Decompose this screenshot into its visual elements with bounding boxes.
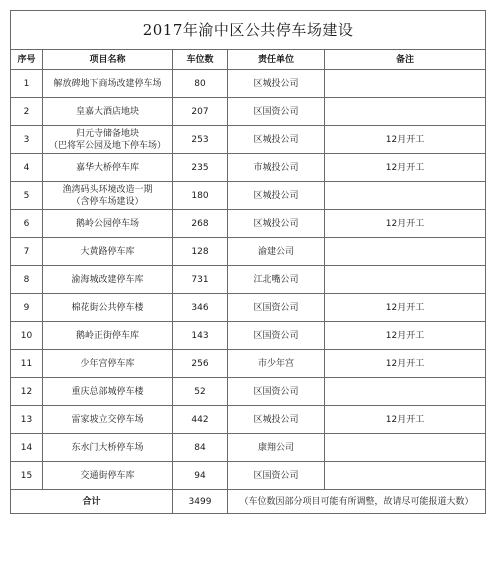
remark-cell: 12月开工 bbox=[325, 406, 486, 434]
remark-cell: 12月开工 bbox=[325, 210, 486, 238]
parking-spaces-cell: 731 bbox=[173, 266, 228, 294]
row-no-cell: 14 bbox=[11, 434, 43, 462]
remark-cell: 12月开工 bbox=[325, 294, 486, 322]
remark-cell: 12月开工 bbox=[325, 350, 486, 378]
column-header-no: 序号 bbox=[11, 50, 43, 70]
remark-cell bbox=[325, 238, 486, 266]
remark-cell bbox=[325, 378, 486, 406]
parking-spaces-cell: 235 bbox=[173, 154, 228, 182]
project-name-cell: 重庆总部城停车楼 bbox=[43, 378, 173, 406]
responsible-unit-cell: 区城投公司 bbox=[228, 126, 325, 154]
parking-spaces-cell: 180 bbox=[173, 182, 228, 210]
responsible-unit-cell: 市城投公司 bbox=[228, 154, 325, 182]
parking-spaces-cell: 84 bbox=[173, 434, 228, 462]
table-row bbox=[11, 294, 486, 322]
responsible-unit-cell: 市少年宫 bbox=[228, 350, 325, 378]
total-note: （车位数因部分项目可能有所调整，故请尽可能报道大数） bbox=[228, 490, 486, 514]
project-name-cell: 渔湾码头环境改造一期 （含停车场建设） bbox=[43, 182, 173, 210]
responsible-unit-cell: 区城投公司 bbox=[228, 210, 325, 238]
table-row bbox=[11, 266, 486, 294]
remark-cell: 12月开工 bbox=[325, 126, 486, 154]
row-no-cell: 13 bbox=[11, 406, 43, 434]
parking-spaces-cell: 128 bbox=[173, 238, 228, 266]
project-name-cell: 归元寺储备地块 （巴将军公园及地下停车场） bbox=[43, 126, 173, 154]
table-row bbox=[11, 182, 486, 210]
project-name-cell: 皇嘉大酒店地块 bbox=[43, 98, 173, 126]
table-row bbox=[11, 406, 486, 434]
remark-cell bbox=[325, 70, 486, 98]
project-name-cell: 少年宫停车库 bbox=[43, 350, 173, 378]
project-name-cell: 渝海城改建停车库 bbox=[43, 266, 173, 294]
responsible-unit-cell: 康翔公司 bbox=[228, 434, 325, 462]
project-name-cell: 鹅岭正街停车库 bbox=[43, 322, 173, 350]
row-no-cell: 6 bbox=[11, 210, 43, 238]
project-name-cell: 解放碑地下商场改建停车场 bbox=[43, 70, 173, 98]
responsible-unit-cell: 区国资公司 bbox=[228, 322, 325, 350]
project-name-cell: 东水门大桥停车场 bbox=[43, 434, 173, 462]
row-no-cell: 9 bbox=[11, 294, 43, 322]
parking-spaces-cell: 52 bbox=[173, 378, 228, 406]
row-no-cell: 8 bbox=[11, 266, 43, 294]
project-name-cell: 大黄路停车库 bbox=[43, 238, 173, 266]
table-body bbox=[11, 70, 486, 490]
parking-spaces-cell: 143 bbox=[173, 322, 228, 350]
project-name-cell: 雷家坡立交停车场 bbox=[43, 406, 173, 434]
total-label: 合计 bbox=[11, 490, 173, 514]
row-no-cell: 5 bbox=[11, 182, 43, 210]
table-row bbox=[11, 350, 486, 378]
responsible-unit-cell: 江北嘴公司 bbox=[228, 266, 325, 294]
responsible-unit-cell: 区城投公司 bbox=[228, 182, 325, 210]
responsible-unit-cell: 区国资公司 bbox=[228, 98, 325, 126]
total-spaces: 3499 bbox=[173, 490, 228, 514]
table-row bbox=[11, 98, 486, 126]
column-header-owner: 责任单位 bbox=[228, 50, 325, 70]
parking-spaces-cell: 80 bbox=[173, 70, 228, 98]
project-name-cell: 棉花街公共停车楼 bbox=[43, 294, 173, 322]
page-title: 2017年渝中区公共停车场建设 bbox=[11, 11, 486, 50]
row-no-cell: 10 bbox=[11, 322, 43, 350]
table-row bbox=[11, 70, 486, 98]
remark-cell bbox=[325, 266, 486, 294]
row-no-cell: 2 bbox=[11, 98, 43, 126]
table-row bbox=[11, 210, 486, 238]
parking-spaces-cell: 442 bbox=[173, 406, 228, 434]
project-name-cell: 鹅岭公园停车场 bbox=[43, 210, 173, 238]
parking-spaces-cell: 346 bbox=[173, 294, 228, 322]
row-no-cell: 4 bbox=[11, 154, 43, 182]
row-no-cell: 11 bbox=[11, 350, 43, 378]
parking-spaces-cell: 253 bbox=[173, 126, 228, 154]
row-no-cell: 1 bbox=[11, 70, 43, 98]
responsible-unit-cell: 区城投公司 bbox=[228, 406, 325, 434]
responsible-unit-cell: 区国资公司 bbox=[228, 294, 325, 322]
responsible-unit-cell: 渝建公司 bbox=[228, 238, 325, 266]
row-no-cell: 7 bbox=[11, 238, 43, 266]
table-header-row bbox=[11, 50, 486, 70]
remark-cell bbox=[325, 434, 486, 462]
column-header-spaces: 车位数 bbox=[173, 50, 228, 70]
table-row bbox=[11, 126, 486, 154]
project-name-cell: 交通街停车库 bbox=[43, 462, 173, 490]
row-no-cell: 3 bbox=[11, 126, 43, 154]
table-row bbox=[11, 434, 486, 462]
parking-spaces-cell: 256 bbox=[173, 350, 228, 378]
column-header-note: 备注 bbox=[325, 50, 486, 70]
responsible-unit-cell: 区国资公司 bbox=[228, 378, 325, 406]
project-name-cell: 嘉华大桥停车库 bbox=[43, 154, 173, 182]
remark-cell bbox=[325, 98, 486, 126]
remark-cell: 12月开工 bbox=[325, 154, 486, 182]
row-no-cell: 12 bbox=[11, 378, 43, 406]
remark-cell: 12月开工 bbox=[325, 322, 486, 350]
column-header-name: 项目名称 bbox=[43, 50, 173, 70]
responsible-unit-cell: 区城投公司 bbox=[228, 70, 325, 98]
row-no-cell: 15 bbox=[11, 462, 43, 490]
table-row bbox=[11, 462, 486, 490]
parking-spaces-cell: 268 bbox=[173, 210, 228, 238]
parking-spaces-cell: 207 bbox=[173, 98, 228, 126]
remark-cell bbox=[325, 182, 486, 210]
total-row bbox=[11, 490, 486, 514]
table-row bbox=[11, 154, 486, 182]
parking-spaces-cell: 94 bbox=[173, 462, 228, 490]
table-row bbox=[11, 322, 486, 350]
table-row bbox=[11, 378, 486, 406]
responsible-unit-cell: 区国资公司 bbox=[228, 462, 325, 490]
table-row bbox=[11, 238, 486, 266]
parking-projects-table bbox=[10, 10, 486, 514]
remark-cell bbox=[325, 462, 486, 490]
